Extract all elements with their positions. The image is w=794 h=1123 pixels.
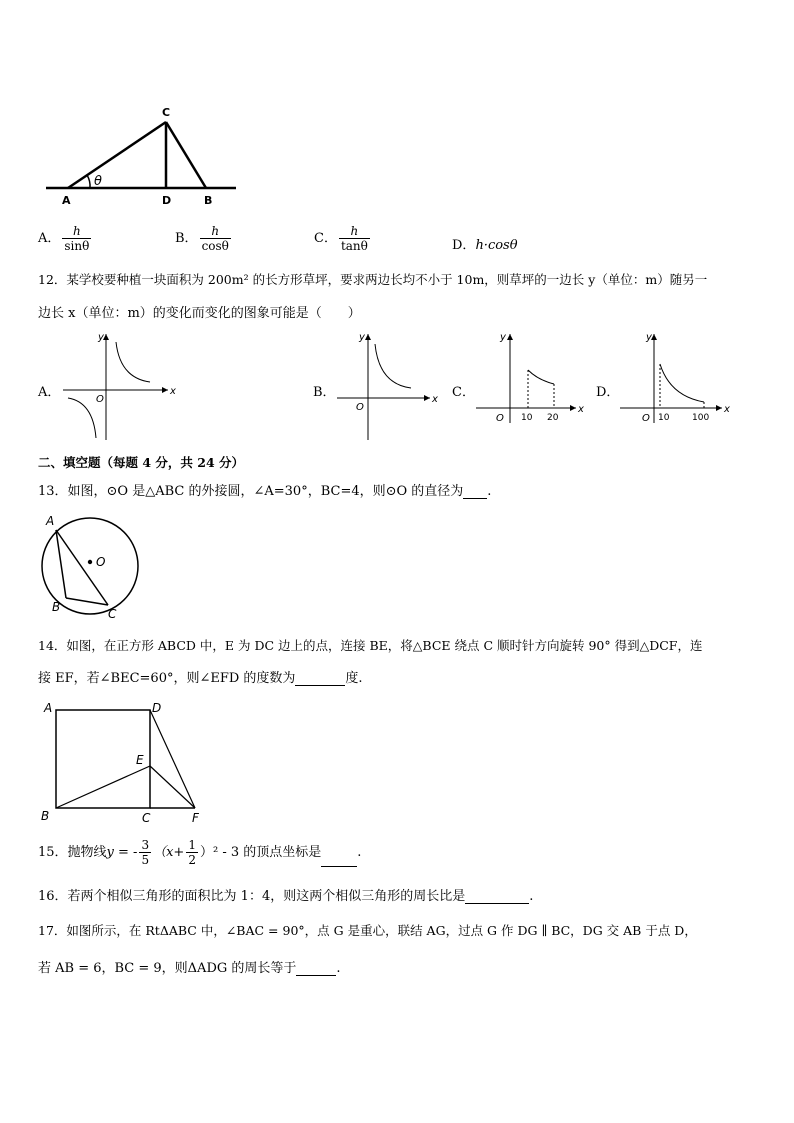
q11-label-d: D xyxy=(162,194,172,207)
q12-line2: 边长 x（单位：m）的变化而变化的图象可能是（ ） xyxy=(38,306,361,321)
q14-line1: 14．如图，在正方形 ABCD 中，E 为 DC 边上的点，连接 BE，将△BCE 绕点 C 顺时针方向旋转 90° 得到△DCF，连 xyxy=(38,638,703,653)
q12d-y-label: y xyxy=(646,332,652,343)
q12d-x-label: x xyxy=(724,404,730,415)
q12c-x-label: x xyxy=(578,404,584,415)
q12-option-d-label[interactable]: D． xyxy=(596,385,620,400)
q12d-tick-10: 10 xyxy=(658,413,670,423)
q11-label-theta: θ xyxy=(94,174,102,189)
q12-line1: 12．某学校要种植一块面积为 200m² 的长方形草坪，要求两边长均不小于 10m，则草坪的一边长 y（单位：m）随另一 xyxy=(38,272,708,287)
q13-label-c: C xyxy=(108,607,117,621)
q14-label-d: D xyxy=(152,701,162,715)
q12a-origin-label: O xyxy=(96,394,104,405)
q12-option-b-label[interactable]: B． xyxy=(313,385,336,400)
q12b-y-label: y xyxy=(359,332,365,343)
q13-label-a: A xyxy=(46,514,55,528)
q12c-tick-10: 10 xyxy=(521,413,533,423)
q11-option-c[interactable]: C． $\frac{h}{\tan\theta}$ xyxy=(314,224,368,253)
q11-option-a[interactable]: A． $\frac{h}{\sin\theta}$ xyxy=(38,224,90,253)
q12-graph-a xyxy=(58,328,188,443)
q11-option-b[interactable]: B． $\frac{h}{\cos\theta}$ xyxy=(175,224,229,253)
q11-option-d[interactable]: D．h·cosθ xyxy=(452,238,518,253)
q12d-origin-label: O xyxy=(642,413,650,424)
q12d-tick-100: 100 xyxy=(692,413,710,423)
q14-label-b: B xyxy=(41,809,50,823)
q12b-origin-label: O xyxy=(356,402,364,413)
q13-circle-figure xyxy=(38,510,148,622)
q17-line2: 若 AB = 6，BC = 9，则ΔADG 的周长等于 . xyxy=(38,961,341,976)
q12c-origin-label: O xyxy=(496,413,504,424)
q12c-y-label: y xyxy=(500,332,506,343)
q14-label-e: E xyxy=(136,753,144,767)
q12-option-a-label[interactable]: A． xyxy=(38,385,61,400)
q12-graph-d xyxy=(618,328,738,428)
q16-text: 16．若两个相似三角形的面积比为 1：4，则这两个相似三角形的周长比是 . xyxy=(38,889,534,904)
q14-label-f: F xyxy=(192,811,199,825)
q13-text: 13．如图，⊙O 是△ABC 的外接圆，∠A=30°，BC=4，则⊙O 的直径为 . xyxy=(38,484,492,499)
q11-label-b: B xyxy=(204,194,213,207)
q11-label-a: A xyxy=(62,194,71,207)
q12-graph-b xyxy=(335,328,445,443)
q11-triangle-figure xyxy=(38,100,248,210)
q13-label-b: B xyxy=(52,600,61,614)
q14-line2: 接 EF，若∠BEC=60°，则∠EFD 的度数为 度. xyxy=(38,671,363,686)
q12c-tick-20: 20 xyxy=(547,413,559,423)
q15-answer-blank[interactable] xyxy=(321,854,357,867)
q13-answer-blank[interactable] xyxy=(463,486,487,499)
q12a-x-label: x xyxy=(170,386,176,397)
q16-answer-blank[interactable] xyxy=(465,891,529,904)
q13-label-o: O xyxy=(96,555,106,569)
q14-square-figure xyxy=(38,698,218,826)
q14-label-a: A xyxy=(44,701,53,715)
q14-answer-blank[interactable] xyxy=(295,673,345,686)
section-2-title: 二、填空题（每题 4 分，共 24 分） xyxy=(38,455,245,470)
q12-graph-c xyxy=(472,328,587,428)
q17-answer-blank[interactable] xyxy=(296,963,336,976)
q12a-y-label: y xyxy=(98,332,104,343)
q17-line1: 17．如图所示，在 RtΔABC 中，∠BAC = 90°，点 G 是重心，联结 AG，过点 G 作 DG ∥ BC，DG 交 AB 于点 D， xyxy=(38,923,697,938)
q15-text: 15．抛物线y = - $\frac{3}{5}$ （x+ $\frac{1}{2}$ ）² - 3 的顶点坐标是 . xyxy=(38,838,362,867)
q12-option-c-label[interactable]: C． xyxy=(452,385,475,400)
q11-label-c: C xyxy=(162,106,171,119)
q12b-x-label: x xyxy=(432,394,438,405)
q14-label-c: C xyxy=(142,811,151,825)
